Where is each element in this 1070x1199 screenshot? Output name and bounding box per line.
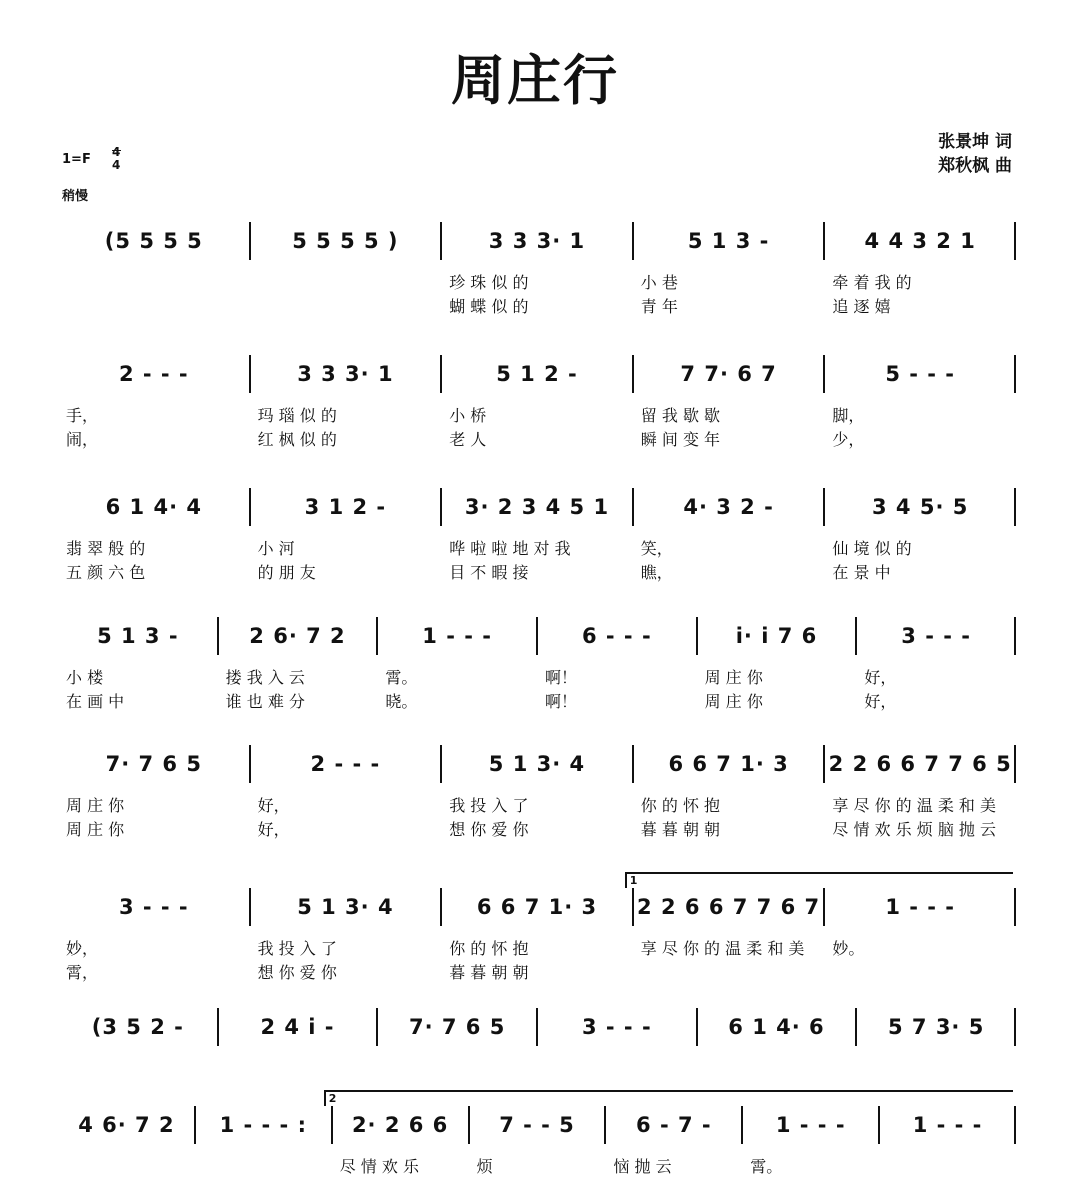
measure: i· i 7 6 bbox=[735, 624, 818, 648]
notes-row bbox=[58, 745, 1016, 785]
lyric: 霄， bbox=[66, 963, 99, 982]
bar-line bbox=[823, 488, 825, 526]
lyric: 霄。 bbox=[385, 668, 418, 687]
measure: 1 - - - bbox=[422, 624, 492, 648]
measure: 6 6 7 1· 3 bbox=[668, 752, 789, 776]
lyric: 牵 着 我 的 bbox=[832, 273, 912, 292]
lyric: 晓。 bbox=[385, 692, 418, 711]
lyric: 我 投 入 了 bbox=[257, 939, 337, 958]
time-signature bbox=[112, 146, 120, 172]
bar-line bbox=[217, 1008, 219, 1046]
measure: 5 1 3· 4 bbox=[297, 895, 394, 919]
measure: 6 1 4· 4 bbox=[105, 495, 202, 519]
lyric: 在 画 中 bbox=[66, 692, 125, 711]
lyric: 周 庄 你 bbox=[66, 820, 125, 839]
measure: 6 - - - bbox=[581, 624, 652, 648]
lyric: 瞬 间 变 年 bbox=[640, 430, 721, 449]
lyric: 少， bbox=[832, 430, 865, 449]
measure: 3 3 3· 1 bbox=[297, 362, 394, 386]
lyric: 瞧， bbox=[640, 563, 673, 582]
volta-bracket: 1 bbox=[625, 872, 1013, 888]
notes-row bbox=[58, 222, 1016, 262]
bar-line-end bbox=[1014, 222, 1016, 260]
bar-line bbox=[249, 355, 251, 393]
bar-line bbox=[468, 1106, 470, 1144]
lyric: 你 的 怀 抱 bbox=[449, 939, 529, 958]
bar-line bbox=[249, 745, 251, 783]
measure: 2· 2 6 6 bbox=[351, 1113, 449, 1137]
measure: 6 - 7 - bbox=[636, 1113, 712, 1137]
bar-line bbox=[855, 617, 857, 655]
measure: 2 - - - bbox=[310, 752, 381, 776]
bar-line bbox=[823, 888, 825, 926]
measure: 4 6· 7 2 bbox=[78, 1113, 175, 1137]
lyric: 小 巷 bbox=[640, 273, 678, 292]
lyric: 想 你 爱 你 bbox=[257, 963, 337, 982]
lyric: 翡 翠 般 的 bbox=[66, 539, 146, 558]
bar-line-end bbox=[1014, 488, 1016, 526]
tempo-marking: 稍慢 bbox=[62, 189, 89, 204]
measure: 1 - - - bbox=[912, 1113, 983, 1137]
lyric: 闹， bbox=[66, 430, 99, 449]
lyric: 好， bbox=[864, 668, 897, 687]
lyric: 小 桥 bbox=[449, 406, 487, 425]
lyric: 享 尽 你 的 温 柔 和 美 bbox=[832, 796, 996, 815]
bar-line bbox=[249, 888, 251, 926]
measure: 3 - - - bbox=[901, 624, 971, 648]
bar-line bbox=[741, 1106, 743, 1144]
bar-line bbox=[632, 355, 634, 393]
bar-line bbox=[823, 355, 825, 393]
measure: 7 - - 5 bbox=[499, 1113, 575, 1137]
lyric: 哗 啦 啦 地 对 我 bbox=[449, 539, 571, 558]
measure: 7· 7 6 5 bbox=[408, 1015, 506, 1039]
measure: 5 1 2 - bbox=[496, 362, 578, 386]
bar-line bbox=[632, 488, 634, 526]
notes-row bbox=[58, 617, 1016, 657]
measure: (5 5 5 5 bbox=[104, 229, 203, 253]
lyric: 小 楼 bbox=[66, 668, 104, 687]
bar-line bbox=[632, 888, 634, 926]
measure: 6 6 7 1· 3 bbox=[476, 895, 598, 919]
measure: 3· 2 3 4 5 1 bbox=[464, 495, 610, 519]
bar-line bbox=[855, 1008, 857, 1046]
lyric: 留 我 歇 歇 bbox=[640, 406, 721, 425]
volta-bracket: 2 bbox=[324, 1090, 1013, 1106]
time-denominator: 4 bbox=[112, 158, 121, 172]
credits bbox=[938, 130, 1012, 178]
bar-line bbox=[249, 222, 251, 260]
notes-row bbox=[58, 488, 1016, 528]
bar-line bbox=[604, 1106, 606, 1144]
lyric: 享 尽 你 的 温 柔 和 美 bbox=[640, 939, 805, 958]
lyric: 周 庄 你 bbox=[704, 668, 763, 687]
lyric: 小 河 bbox=[257, 539, 295, 558]
lyric: 谁 也 难 分 bbox=[225, 692, 305, 711]
lyric: 脚， bbox=[832, 406, 865, 425]
lyric: 妙， bbox=[66, 939, 99, 958]
lyric: 周 庄 你 bbox=[704, 692, 763, 711]
bar-line bbox=[331, 1106, 333, 1144]
notes-row bbox=[58, 888, 1016, 928]
lyric: 珍 珠 似 的 bbox=[449, 273, 529, 292]
lyric: 你 的 怀 抱 bbox=[640, 796, 721, 815]
measure: 7· 7 6 5 bbox=[105, 752, 202, 776]
lyric: 周 庄 你 bbox=[66, 796, 125, 815]
bar-line bbox=[249, 488, 251, 526]
bar-line-end bbox=[1014, 745, 1016, 783]
measure: 5 7 3· 5 bbox=[887, 1015, 985, 1039]
measure: 2 2 6 6 7 7 6 7 bbox=[637, 895, 821, 919]
lyric: 烦 bbox=[476, 1157, 493, 1176]
song-title: 周庄行 bbox=[451, 49, 619, 112]
time-numerator: 4 bbox=[112, 145, 121, 159]
bar-line bbox=[440, 888, 442, 926]
lyric: 在 景 中 bbox=[832, 563, 891, 582]
measure: 6 1 4· 6 bbox=[728, 1015, 825, 1039]
measure: 5 1 3· 4 bbox=[488, 752, 586, 776]
lyric: 暮 暮 朝 朝 bbox=[640, 820, 721, 839]
lyric: 好， bbox=[257, 820, 290, 839]
bar-line bbox=[536, 617, 538, 655]
measure: 2 - - - bbox=[118, 362, 189, 386]
measure: (3 5 2 - bbox=[91, 1015, 184, 1039]
bar-line bbox=[536, 1008, 538, 1046]
bar-line-end bbox=[1014, 888, 1016, 926]
lyric: 想 你 爱 你 bbox=[449, 820, 529, 839]
lyric: 玛 瑙 似 的 bbox=[257, 406, 337, 425]
bar-line bbox=[878, 1106, 880, 1144]
measure: 3 - - - bbox=[118, 895, 189, 919]
lyric: 红 枫 似 的 bbox=[257, 430, 337, 449]
lyric: 我 投 入 了 bbox=[449, 796, 529, 815]
measure: 1 - - - bbox=[885, 895, 956, 919]
lyric: 五 颜 六 色 bbox=[66, 563, 146, 582]
bar-line bbox=[376, 1008, 378, 1046]
measure: 4 4 3 2 1 bbox=[864, 229, 976, 253]
measure: 3 4 5· 5 bbox=[872, 495, 969, 519]
measure: 1 - - - bbox=[775, 1113, 846, 1137]
lyric: 好， bbox=[864, 692, 897, 711]
bar-line bbox=[696, 617, 698, 655]
lyric: 尽 情 欢 乐 bbox=[339, 1157, 419, 1176]
lyric: 搂 我 入 云 bbox=[225, 668, 305, 687]
lyric: 仙 境 似 的 bbox=[832, 539, 912, 558]
lyric: 恼 抛 云 bbox=[613, 1157, 672, 1176]
measure: 4· 3 2 - bbox=[683, 495, 774, 519]
measure: 5 1 3 - bbox=[687, 229, 770, 253]
bar-line bbox=[696, 1008, 698, 1046]
bar-line-end bbox=[1014, 1106, 1016, 1144]
bar-line bbox=[440, 222, 442, 260]
measure: 3 3 3· 1 bbox=[488, 229, 586, 253]
lyric: 妙。 bbox=[832, 939, 865, 958]
bar-line bbox=[194, 1106, 196, 1144]
measure: 1 - - - : bbox=[219, 1113, 307, 1137]
lyric: 啊！ bbox=[545, 692, 578, 711]
lyric: 追 逐 嬉 bbox=[832, 297, 891, 316]
lyric: 手， bbox=[66, 406, 99, 425]
bar-line bbox=[823, 222, 825, 260]
measure: 5 - - - bbox=[885, 362, 956, 386]
composer: 郑秋枫 曲 bbox=[938, 156, 1012, 176]
measure: 3 - - - bbox=[581, 1015, 652, 1039]
lyric: 笑， bbox=[640, 539, 673, 558]
bar-line bbox=[632, 745, 634, 783]
lyric: 暮 暮 朝 朝 bbox=[449, 963, 529, 982]
lyric: 好， bbox=[257, 796, 290, 815]
fraction-bar bbox=[112, 150, 121, 181]
lyric: 啊！ bbox=[545, 668, 578, 687]
bar-line bbox=[376, 617, 378, 655]
notes-row bbox=[58, 355, 1016, 395]
bar-line bbox=[217, 617, 219, 655]
bar-line-end bbox=[1014, 617, 1016, 655]
notes-row bbox=[58, 1106, 1016, 1146]
lyric: 目 不 暇 接 bbox=[449, 563, 529, 582]
lyric: 霄。 bbox=[750, 1157, 783, 1176]
lyric: 的 朋 友 bbox=[257, 563, 316, 582]
measure: 2 2 6 6 7 7 6 5 bbox=[828, 752, 1012, 776]
lyric: 老 人 bbox=[449, 430, 487, 449]
bar-line bbox=[440, 355, 442, 393]
measure: 2 6· 7 2 bbox=[249, 624, 346, 648]
bar-line-end bbox=[1014, 1008, 1016, 1046]
bar-line bbox=[440, 745, 442, 783]
measure: 2 4 i - bbox=[260, 1015, 335, 1039]
bar-line bbox=[440, 488, 442, 526]
measure: 7 7· 6 7 bbox=[680, 362, 777, 386]
key-signature: 1=F bbox=[62, 152, 91, 167]
measure: 5 1 3 - bbox=[97, 624, 179, 648]
lyricist: 张景坤 词 bbox=[938, 132, 1012, 152]
lyric: 青 年 bbox=[640, 297, 678, 316]
lyric: 蝴 蝶 似 的 bbox=[449, 297, 529, 316]
measure: 5 5 5 5 ) bbox=[292, 229, 399, 253]
bar-line bbox=[632, 222, 634, 260]
notes-row bbox=[58, 1008, 1016, 1048]
measure: 3 1 2 - bbox=[304, 495, 387, 519]
bar-line-end bbox=[1014, 355, 1016, 393]
lyric: 尽 情 欢 乐 烦 脑 抛 云 bbox=[832, 820, 996, 839]
bar-line bbox=[823, 745, 825, 783]
